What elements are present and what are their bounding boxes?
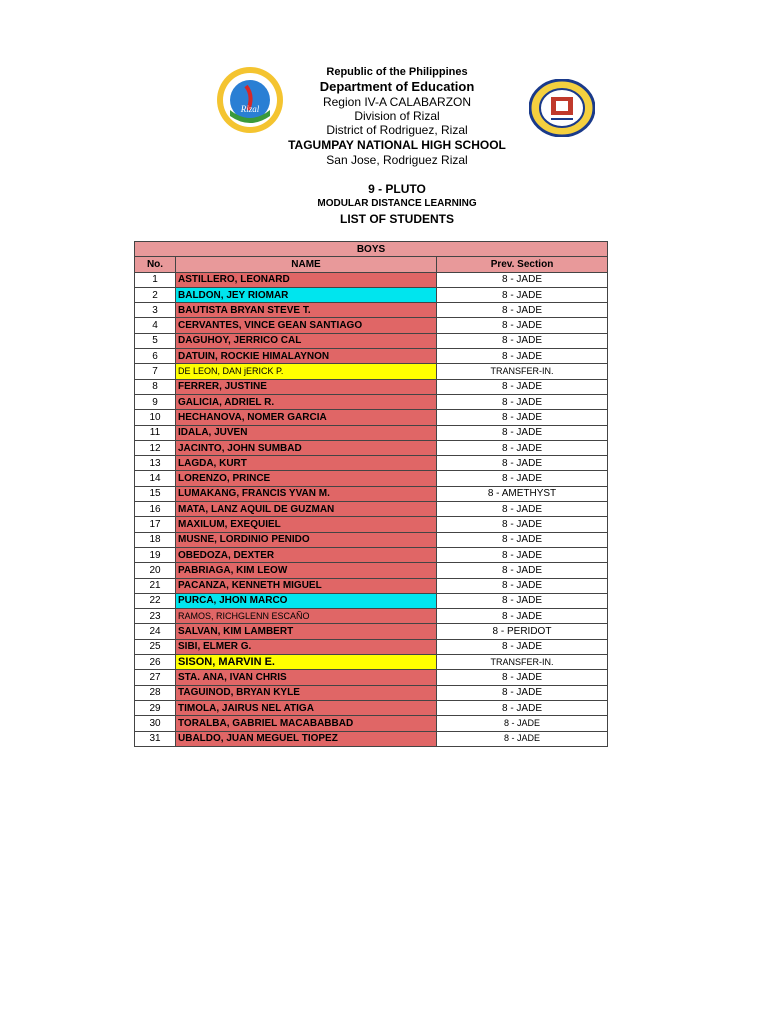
prev-section: 8 - JADE xyxy=(437,333,608,348)
row-number: 31 xyxy=(135,731,176,746)
row-number: 10 xyxy=(135,410,176,425)
school-address: San Jose, Rodriguez Rizal xyxy=(326,153,468,167)
student-name: LAGDA, KURT xyxy=(176,456,437,471)
student-name: TAGUINOD, BRYAN KYLE xyxy=(176,685,437,700)
student-name: BALDON, JEY RIOMAR xyxy=(176,287,437,302)
row-number: 4 xyxy=(135,318,176,333)
student-name: DATUIN, ROCKIE HIMALAYNON xyxy=(176,349,437,364)
row-number: 16 xyxy=(135,502,176,517)
student-name: SALVAN, KIM LAMBERT xyxy=(176,624,437,639)
table-row xyxy=(135,425,608,440)
row-number: 8 xyxy=(135,379,176,394)
mode-title: MODULAR DISTANCE LEARNING xyxy=(317,198,477,209)
row-number: 17 xyxy=(135,517,176,532)
row-number: 24 xyxy=(135,624,176,639)
table-row xyxy=(135,318,608,333)
student-name: CERVANTES, VINCE GEAN SANTIAGO xyxy=(176,318,437,333)
table-row xyxy=(135,517,608,532)
row-number: 14 xyxy=(135,471,176,486)
row-number: 6 xyxy=(135,349,176,364)
table-row xyxy=(135,456,608,471)
prev-section: 8 - JADE xyxy=(437,425,608,440)
student-name: DE LEON, DAN jERICK P. xyxy=(176,364,437,379)
row-number: 23 xyxy=(135,609,176,624)
table-row xyxy=(135,349,608,364)
row-number: 30 xyxy=(135,716,176,731)
prev-section: 8 - JADE xyxy=(437,670,608,685)
row-number: 27 xyxy=(135,670,176,685)
prev-section: 8 - JADE xyxy=(437,379,608,394)
student-name: LUMAKANG, FRANCIS YVAN M. xyxy=(176,486,437,501)
prev-section: 8 - JADE xyxy=(437,532,608,547)
region-line: Region IV-A CALABARZON xyxy=(322,95,472,109)
prev-section: 8 - JADE xyxy=(437,700,608,715)
student-name: LORENZO, PRINCE xyxy=(176,471,437,486)
prev-section: 8 - JADE xyxy=(437,349,608,364)
table-row xyxy=(135,685,608,700)
student-name: OBEDOZA, DEXTER xyxy=(176,547,437,562)
row-number: 20 xyxy=(135,563,176,578)
prev-section: 8 - JADE xyxy=(437,716,608,731)
table-row xyxy=(135,532,608,547)
student-name: MAXILUM, EXEQUIEL xyxy=(176,517,437,532)
prev-section: 8 - JADE xyxy=(437,609,608,624)
table-row xyxy=(135,639,608,654)
district-line: District of Rodriguez, Rizal xyxy=(326,123,468,137)
col-header-name: NAME xyxy=(176,257,437,272)
row-number: 12 xyxy=(135,440,176,455)
student-name: GALICIA, ADRIEL R. xyxy=(176,394,437,409)
row-number: 29 xyxy=(135,700,176,715)
row-number: 7 xyxy=(135,364,176,379)
prev-section: 8 - JADE xyxy=(437,593,608,608)
student-name: BAUTISTA BRYAN STEVE T. xyxy=(176,303,437,318)
prev-section: 8 - JADE xyxy=(437,517,608,532)
department-line: Department of Education xyxy=(319,79,475,94)
student-name: MUSNE, LORDINIO PENIDO xyxy=(176,532,437,547)
table-row xyxy=(135,700,608,715)
rizal-logo-text: Rizal xyxy=(240,104,260,114)
student-name: TORALBA, GABRIEL MACABABBAD xyxy=(176,716,437,731)
table-row xyxy=(135,731,608,746)
table-row xyxy=(135,486,608,501)
table-row xyxy=(135,379,608,394)
table-row xyxy=(135,364,608,379)
row-number: 15 xyxy=(135,486,176,501)
prev-section: TRANSFER-IN. xyxy=(437,655,608,670)
col-header-prev: Prev. Section xyxy=(437,257,608,272)
table-row xyxy=(135,563,608,578)
table-row xyxy=(135,655,608,670)
prev-section: 8 - JADE xyxy=(437,410,608,425)
student-name: PACANZA, KENNETH MIGUEL xyxy=(176,578,437,593)
student-name: JACINTO, JOHN SUMBAD xyxy=(176,440,437,455)
student-name: UBALDO, JUAN MEGUEL TIOPEZ xyxy=(176,731,437,746)
row-number: 9 xyxy=(135,394,176,409)
prev-section: 8 - JADE xyxy=(437,563,608,578)
table-row xyxy=(135,547,608,562)
prev-section: 8 - PERIDOT xyxy=(437,624,608,639)
row-number: 2 xyxy=(135,287,176,302)
prev-section: 8 - JADE xyxy=(437,394,608,409)
row-number: 13 xyxy=(135,456,176,471)
col-header-no: No. xyxy=(135,257,176,272)
student-name: PURCA, JHON MARCO xyxy=(176,593,437,608)
row-number: 25 xyxy=(135,639,176,654)
table-row xyxy=(135,287,608,302)
row-number: 18 xyxy=(135,532,176,547)
table-row xyxy=(135,272,608,287)
row-number: 26 xyxy=(135,655,176,670)
student-name: DAGUHOY, JERRICO CAL xyxy=(176,333,437,348)
division-line: Division of Rizal xyxy=(354,109,440,123)
table-row xyxy=(135,303,608,318)
table-row xyxy=(135,670,608,685)
student-name: FERRER, JUSTINE xyxy=(176,379,437,394)
row-number: 21 xyxy=(135,578,176,593)
prev-section: 8 - JADE xyxy=(437,547,608,562)
prev-section: 8 - AMETHYST xyxy=(437,486,608,501)
student-table xyxy=(134,241,608,747)
prev-section: 8 - JADE xyxy=(437,318,608,333)
prev-section: 8 - JADE xyxy=(437,287,608,302)
school-name: TAGUMPAY NATIONAL HIGH SCHOOL xyxy=(288,138,506,152)
republic-line: Republic of the Philippines xyxy=(326,66,468,78)
row-number: 5 xyxy=(135,333,176,348)
table-row xyxy=(135,471,608,486)
row-number: 28 xyxy=(135,685,176,700)
prev-section: 8 - JADE xyxy=(437,456,608,471)
table-row xyxy=(135,609,608,624)
student-name: SISON, MARVIN E. xyxy=(176,655,437,670)
prev-section: TRANSFER-IN. xyxy=(437,364,608,379)
prev-section: 8 - JADE xyxy=(437,440,608,455)
student-name: SIBI, ELMER G. xyxy=(176,639,437,654)
table-row xyxy=(135,333,608,348)
table-row xyxy=(135,593,608,608)
table-row xyxy=(135,502,608,517)
table-row xyxy=(135,624,608,639)
student-name: TIMOLA, JAIRUS NEL ATIGA xyxy=(176,700,437,715)
student-name: RAMOS, RICHGLENN ESCAÑO xyxy=(176,609,437,624)
prev-section: 8 - JADE xyxy=(437,639,608,654)
student-name: HECHANOVA, NOMER GARCIA xyxy=(176,410,437,425)
student-name: ASTILLERO, LEONARD xyxy=(176,272,437,287)
table-row xyxy=(135,578,608,593)
prev-section: 8 - JADE xyxy=(437,303,608,318)
row-number: 22 xyxy=(135,593,176,608)
prev-section: 8 - JADE xyxy=(437,731,608,746)
student-name: IDALA, JUVEN xyxy=(176,425,437,440)
row-number: 11 xyxy=(135,425,176,440)
student-name: MATA, LANZ AQUIL DE GUZMAN xyxy=(176,502,437,517)
table-row xyxy=(135,440,608,455)
table-row xyxy=(135,716,608,731)
prev-section: 8 - JADE xyxy=(437,578,608,593)
group-header: BOYS xyxy=(135,242,608,257)
student-name: STA. ANA, IVAN CHRIS xyxy=(176,670,437,685)
student-name: PABRIAGA, KIM LEOW xyxy=(176,563,437,578)
prev-section: 8 - JADE xyxy=(437,272,608,287)
table-row xyxy=(135,410,608,425)
prev-section: 8 - JADE xyxy=(437,685,608,700)
row-number: 1 xyxy=(135,272,176,287)
section-title: 9 - PLUTO xyxy=(368,182,426,196)
list-title: LIST OF STUDENTS xyxy=(340,212,454,226)
row-number: 3 xyxy=(135,303,176,318)
prev-section: 8 - JADE xyxy=(437,471,608,486)
table-row xyxy=(135,394,608,409)
row-number: 19 xyxy=(135,547,176,562)
prev-section: 8 - JADE xyxy=(437,502,608,517)
